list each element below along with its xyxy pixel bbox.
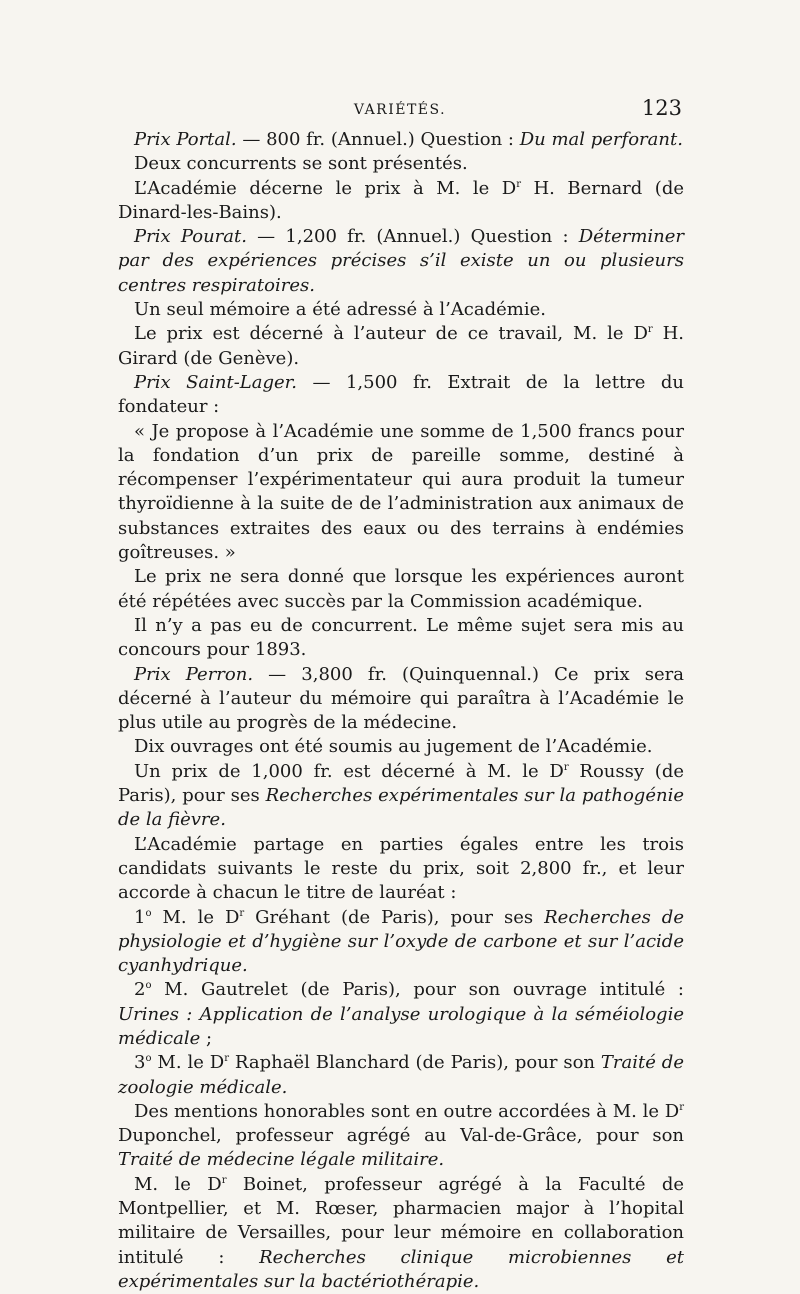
superscript: r: [239, 907, 245, 919]
italic-text: Prix Portal.: [134, 129, 237, 150]
superscript: r: [647, 324, 653, 336]
page-header: [118, 96, 682, 126]
italic-text: Recherches expérimentales sur la pathogénie de la fièvre.: [118, 785, 684, 831]
paragraph-pourat-title: [118, 225, 684, 298]
paragraph-portal-candidates: [118, 152, 684, 176]
paragraph-saint-lager-condition: [118, 565, 684, 614]
italic-text: Prix Pourat.: [134, 226, 247, 248]
italic-text: Urines : Application de l’analyse urologique à la séméiologie médicale: [118, 1003, 684, 1049]
text-run: Le prix ne sera donné que lorsque les expériences auront été répétées avec succès par la Commission académique.: [118, 566, 684, 612]
text-run: Des mentions honorables sont en outre accordées à M. le D: [134, 1100, 680, 1122]
text-run: Dix ouvrages ont été soumis au jugement de l’Académie.: [134, 736, 653, 758]
italic-text: Traité de zoologie médicale.: [118, 1052, 684, 1098]
text-run: Gréhant (de Paris), pour ses: [244, 906, 545, 928]
text-run: — 800 fr. (Annuel.) Question :: [236, 129, 520, 150]
paragraph-saint-lager-result: [118, 614, 684, 663]
text-run: M. le D: [151, 906, 240, 928]
paragraph-pourat-award: [118, 322, 684, 371]
text-run: — 1,500 fr. Extrait de la lettre du fondateur :: [118, 371, 685, 418]
superscript: o: [145, 907, 152, 919]
superscript: r: [224, 1053, 229, 1065]
italic-text: Prix Saint-Lager.: [134, 371, 298, 393]
paragraph-laureate-1: [118, 906, 684, 979]
text-run: M. le D: [151, 1052, 225, 1074]
text-run: Boinet, professeur agrégé à la Faculté de Montpellier, et M. Rœser, pharmacien major à l’hopital militaire de Versailles, pour leur mémoire en collaboration intitulé :: [118, 1173, 685, 1268]
page-body: [118, 128, 684, 1294]
paragraph-mentions: [118, 1100, 684, 1173]
text-run: — 1,200 fr. (Annuel.) Question :: [246, 226, 579, 248]
text-run: ;: [200, 1027, 213, 1049]
superscript: o: [145, 1053, 152, 1065]
paragraph-saint-lager-quote: [118, 420, 684, 566]
text-run: Le prix est décerné à l’auteur de ce travail, M. le D: [134, 323, 648, 345]
paragraph-perron-title: [118, 663, 684, 736]
paragraph-boinet: [118, 1173, 684, 1294]
paragraph-laureate-2: [118, 978, 684, 1051]
italic-text: Prix Perron.: [134, 663, 254, 685]
text-run: M. Gautrelet (de Paris), pour son ouvrage intitulé :: [151, 979, 684, 1001]
text-run: Duponchel, professeur agrégé au Val-de-Grâce, pour son: [118, 1125, 684, 1147]
italic-text: Traité de médecine légale militaire.: [118, 1149, 445, 1171]
text-run: Il n’y a pas eu de concurrent. Le même sujet sera mis au concours pour 1893.: [118, 614, 684, 661]
superscript: r: [516, 178, 521, 190]
text-run: Deux concurrents se sont présentés.: [134, 153, 468, 175]
text-run: L’Académie décerne le prix à M. le D: [134, 177, 517, 199]
superscript: r: [221, 1174, 227, 1186]
running-title: VARIÉTÉS.: [353, 102, 447, 118]
text-run: Un prix de 1,000 fr. est décerné à M. le D: [134, 760, 564, 782]
text-run: H. Girard (de Genève).: [118, 323, 684, 369]
italic-text: Recherches de physiologie et d’hygiène sur l’oxyde de carbone et sur l’acide cyanhydrique.: [118, 906, 684, 977]
paragraph-saint-lager-title: [118, 371, 684, 420]
text-run: 3: [134, 1052, 146, 1074]
paragraph-pourat-memoir: [118, 298, 684, 322]
paragraph-perron-split: [118, 833, 684, 906]
superscript: r: [679, 1101, 684, 1113]
paragraph-portal-title: [118, 128, 684, 152]
text-run: L’Académie partage en parties égales entre les trois candidats suivants le reste du prix, soit 2,800 fr., et leur accorde à chacun le titre de lauréat :: [118, 833, 684, 904]
paragraph-portal-award: [118, 177, 684, 226]
paragraph-perron-works: [118, 735, 684, 759]
italic-text: Recherches clinique microbiennes et expérimentales sur la bactériothérapie.: [118, 1246, 684, 1292]
text-run: Roussy (de Paris), pour ses: [118, 760, 684, 807]
text-run: « Je propose à l’Académie une somme de 1,500 francs pour la fondation d’un prix de pareille somme, destiné à récompenser l’expérimentateur qui aura produit la tumeur thyroïdienne à la suite de de l’administration aux animaux de substances extraites des eaux ou des terrains à endémies goîtreuses. »: [118, 420, 684, 564]
italic-text: Du mal perforant.: [519, 129, 683, 150]
text-run: — 3,800 fr. (Quinquennal.) Ce prix sera décerné à l’auteur du mémoire qui paraîtra à l’Académie le plus utile au progrès de la médecine.: [118, 663, 684, 734]
text-run: Un seul mémoire a été adressé à l’Académie.: [134, 299, 546, 321]
page-number: 123: [641, 96, 682, 120]
paragraph-perron-award: [118, 760, 684, 833]
text-run: M. le D: [134, 1173, 222, 1195]
superscript: r: [563, 761, 569, 773]
italic-text: Déterminer par des expériences précises s’il existe un ou plusieurs centres respiratoires.: [118, 226, 684, 296]
text-run: 1: [134, 906, 146, 928]
text-run: Raphaël Blanchard (de Paris), pour son: [228, 1052, 601, 1074]
text-run: H. Bernard (de Dinard-les-Bains).: [118, 177, 684, 223]
text-run: 2: [134, 979, 146, 1001]
paragraph-laureate-3: [118, 1051, 684, 1100]
superscript: o: [145, 980, 152, 992]
